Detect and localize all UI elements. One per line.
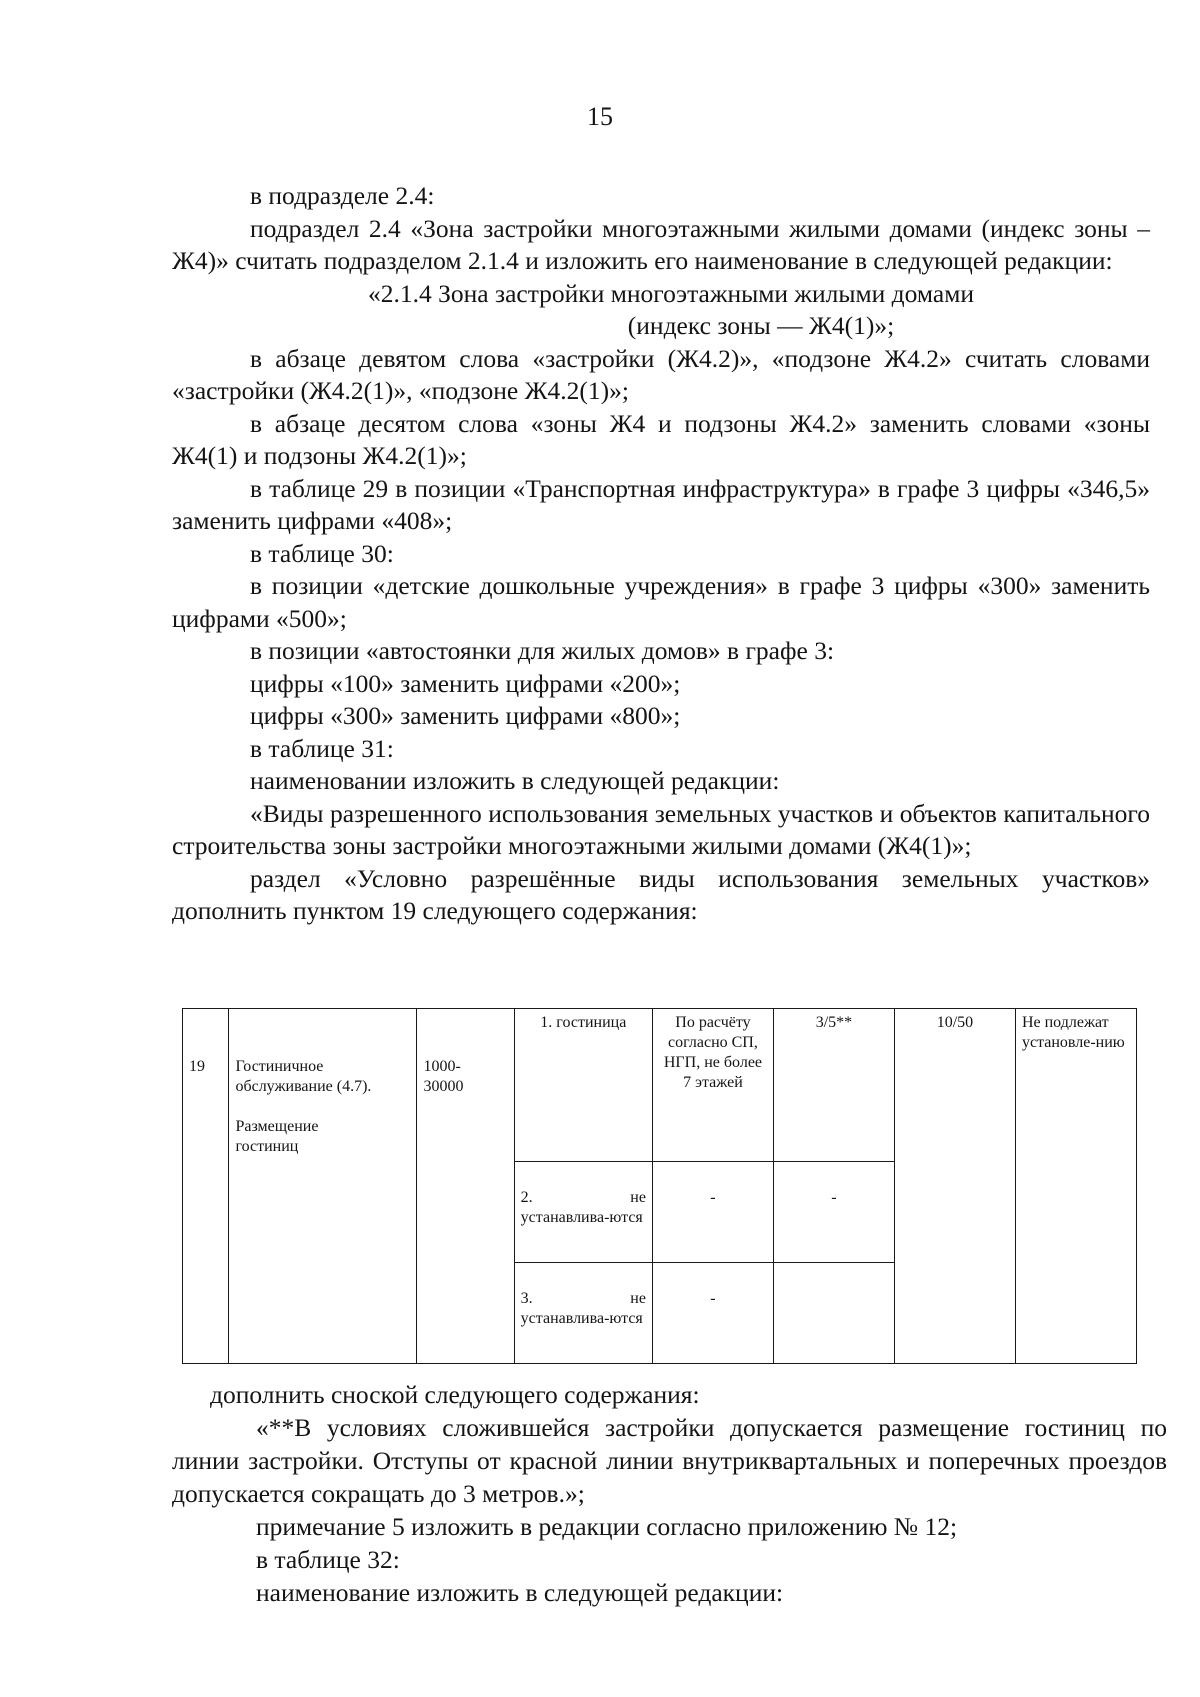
- setback-cell: [773, 1263, 894, 1364]
- setback-cell: [773, 1162, 894, 1263]
- row-number-cell: [183, 1009, 229, 1364]
- paragraph: цифры «300» заменить цифрами «800»;: [250, 701, 681, 730]
- page-number: 15: [587, 102, 613, 131]
- table-row: [183, 1009, 1137, 1162]
- paragraph: дополнить сноской следующего содержания:: [210, 1380, 700, 1409]
- use-desc-line: гостиниц: [235, 1138, 299, 1155]
- footnote-text: «**В условиях сложившейся застройки допускается размещение гостиниц по линии застройки. Отступы от красной линии внутриквартальных и поперечных проездов допускается сокращать до 3 метров.»;: [172, 1413, 1167, 1508]
- subtype-label: 1. гостиница: [540, 1014, 627, 1031]
- paragraph: наименовании изложить в следующей редакции:: [250, 766, 780, 795]
- subtype-word: не: [630, 1290, 646, 1307]
- floors-value: -: [710, 1290, 716, 1307]
- quoted-heading-line2: (индекс зоны — Ж4(1)»;: [627, 311, 895, 340]
- paragraph: примечание 5 изложить в редакции согласно приложению № 12;: [256, 1512, 958, 1541]
- land-use-table: [182, 1008, 1137, 1364]
- subtype-number: 3.: [520, 1290, 533, 1307]
- last-column-value: Не подлежат установле-нию: [1021, 1014, 1125, 1051]
- paragraph: в позиции «детские дошкольные учреждения» в графе 3 цифры «300» заменить цифрами «500»;: [172, 571, 1150, 633]
- subtype-word: не: [630, 1189, 646, 1206]
- paragraph: в подразделе 2.4:: [250, 181, 435, 210]
- setback-value: -: [831, 1189, 837, 1206]
- coverage-cell: [894, 1009, 1015, 1364]
- subtype-rest: устанавлива-ются: [520, 1209, 643, 1226]
- paragraph: в таблице 31:: [250, 733, 394, 763]
- plot-area-cell: [417, 1009, 514, 1364]
- floors-cell: [652, 1162, 773, 1263]
- paragraph: в абзаце десятом слова «зоны Ж4 и подзоны Ж4.2» заменить словами «зоны Ж4(1) и подзоны Ж4.2(1)»;: [172, 408, 1150, 470]
- use-name-line: обслуживание (4.7).: [235, 1078, 372, 1095]
- last-column-cell: [1015, 1009, 1136, 1364]
- floors-cell: [652, 1009, 773, 1162]
- quoted-heading-line1: «2.1.4 Зона застройки многоэтажными жилыми домами: [368, 278, 974, 308]
- paragraph: в таблице 30:: [250, 538, 394, 568]
- floors-cell: [652, 1263, 773, 1364]
- setback-cell: [773, 1009, 894, 1162]
- paragraph: в таблице 29 в позиции «Транспортная инфраструктура» в графе 3 цифры «346,5» заменить цифрами «408»;: [172, 473, 1150, 535]
- paragraph: подраздел 2.4 «Зона застройки многоэтажными жилыми домами (индекс зоны – Ж4)» считать подразделом 2.1.4 и изложить его наименование в следующей редакции:: [172, 213, 1150, 275]
- subtype-number: 2.: [520, 1189, 533, 1206]
- paragraph: в абзаце девятом слова «застройки (Ж4.2)», «подзоне Ж4.2» считать словами «застройки (Ж4.2(1)», «подзоне Ж4.2(1)»;: [172, 343, 1150, 405]
- subtype-cell: [514, 1162, 652, 1263]
- paragraph: цифры «100» заменить цифрами «200»;: [250, 668, 681, 698]
- subtype-cell: [514, 1009, 652, 1162]
- subtype-rest: устанавлива-ются: [520, 1310, 643, 1327]
- plot-area-line: 30000: [423, 1078, 464, 1095]
- use-name-line: Гостиничное: [235, 1058, 324, 1075]
- paragraph: раздел «Условно разрешённые виды использования земельных участков» дополнить пунктом 19 следующего содержания:: [172, 863, 1150, 925]
- row-number: 19: [189, 1058, 205, 1075]
- paragraph: наименование изложить в следующей редакции:: [256, 1578, 784, 1607]
- plot-area-line: 1000-: [423, 1058, 461, 1075]
- subtype-cell: [514, 1263, 652, 1364]
- floors-value: -: [710, 1189, 716, 1206]
- paragraph: в позиции «автостоянки для жилых домов» в графе 3:: [250, 636, 835, 665]
- use-name-cell: [229, 1009, 417, 1364]
- coverage-value: 10/50: [936, 1014, 974, 1031]
- setback-value: 3/5**: [815, 1014, 853, 1031]
- main-text: [172, 180, 1150, 928]
- use-desc-line: Размещение: [235, 1118, 319, 1135]
- paragraph: «Виды разрешенного использования земельных участков и объектов капитального строительства зоны застройки многоэтажными жилыми домами (Ж4(1)»;: [172, 798, 1150, 860]
- floors-value: По расчёту согласно СП, НГП, не более 7 этажей: [663, 1014, 763, 1091]
- footnote-section: [172, 1378, 1167, 1609]
- paragraph: в таблице 32:: [256, 1545, 400, 1574]
